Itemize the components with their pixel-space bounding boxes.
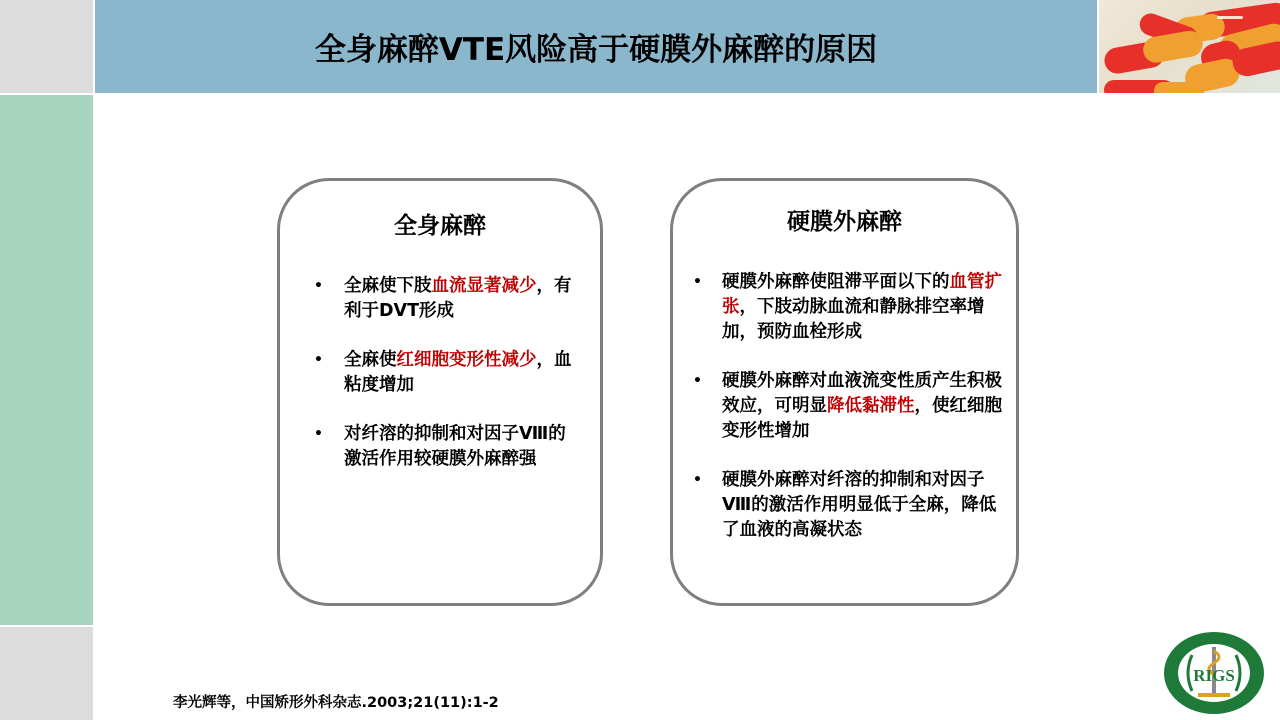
bullet-icon: • [693, 373, 702, 389]
bullet-icon: • [314, 352, 323, 368]
highlight-text: 红细胞变形性减少 [396, 350, 537, 370]
bullet-icon: • [693, 274, 702, 290]
bullet-text: 硬膜外麻醉对纤溶的抑制和对因子Ⅷ的激活作用明显低于全麻，降低了血液的高凝状态 [722, 470, 997, 540]
bullet-text: 全麻使 [344, 350, 397, 370]
bullet-text: ，有利于DVT形成 [344, 276, 572, 321]
bullet-text: ，使红细胞变形性增加 [722, 396, 1002, 441]
bullet-item [689, 468, 1002, 543]
bullet-text: ，血粘度增加 [344, 350, 572, 395]
bullet-icon: • [693, 472, 702, 488]
card-general-anesthesia [277, 178, 603, 606]
side-strip-green [0, 95, 93, 625]
citation: 李光辉等，中国矫形外科杂志.2003;21(11):1-2 [173, 695, 499, 711]
rigs-logo [1162, 631, 1266, 715]
bullet-list [280, 274, 600, 472]
bullet-text: 全麻使下肢 [344, 276, 432, 296]
bullet-text: 硬膜外麻醉对血液流变性质产生积极效应，可明显 [722, 371, 1002, 416]
bullet-item [310, 422, 582, 472]
bullet-text: 硬膜外麻醉使阻滞平面以下的 [722, 272, 950, 292]
highlight-text: 血流显著减少 [431, 276, 537, 296]
corner-block-top [0, 0, 93, 93]
highlight-text: 降低黏滞性 [827, 396, 915, 416]
card-epidural-anesthesia [670, 178, 1019, 606]
capsules-image [1099, 0, 1280, 93]
bullet-item [310, 348, 582, 398]
bullet-item [689, 270, 1002, 345]
svg-text:RIGS: RIGS [1193, 666, 1235, 685]
bullet-text: 对纤溶的抑制和对因子Ⅷ的激活作用较硬膜外麻醉强 [344, 424, 566, 469]
bullet-text: ，下肢动脉血流和静脉排空率增加，预防血栓形成 [722, 297, 985, 342]
corner-block-bottom [0, 627, 93, 720]
highlight-text: 血管扩张 [722, 272, 1002, 317]
card-title: 全身麻醉 [394, 213, 486, 239]
bullet-icon: • [314, 426, 323, 442]
bullet-item [689, 369, 1002, 444]
bullet-item [310, 274, 582, 324]
bullet-icon: • [314, 278, 323, 294]
slide-title: 全身麻醉VTE风险高于硬膜外麻醉的原因 [314, 32, 878, 68]
bullet-list [673, 270, 1016, 543]
card-title: 硬膜外麻醉 [787, 209, 902, 235]
